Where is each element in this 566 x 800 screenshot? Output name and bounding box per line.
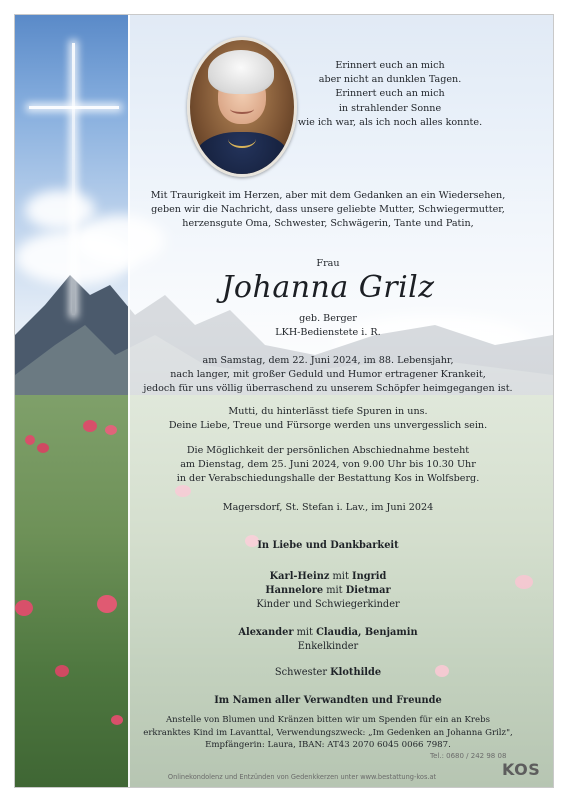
funeral-home-logo: KOS bbox=[502, 760, 541, 779]
connector: mit bbox=[326, 585, 343, 597]
death-line: jedoch für uns völlig überraschend zu unserem Schöpfer heimgegangen ist. bbox=[143, 383, 513, 395]
salutation: Frau bbox=[316, 258, 340, 269]
farewell-line: in der Verabschiedungshalle der Bestattung Kos in Wolfsberg. bbox=[176, 473, 480, 485]
death-line: nach langer, mit großer Geduld und Humor ertragener Krankeit, bbox=[170, 369, 486, 381]
child-pair bbox=[138, 570, 518, 584]
children-role: Kinder und Schwiegerkinder bbox=[256, 599, 400, 611]
grandchild-name: Claudia, Benjamin bbox=[316, 627, 418, 638]
child-name: Karl-Heinz bbox=[269, 571, 330, 582]
flower bbox=[105, 425, 117, 435]
deceased-name: Johanna Grilz bbox=[221, 270, 435, 305]
donation-line: erkranktes Kind im Lavanttal, Verwendungszweck: „Im Gedenken an Johanna Grilz", bbox=[143, 727, 513, 738]
cross-icon bbox=[72, 43, 75, 315]
children-block bbox=[138, 570, 518, 613]
poem-line: in strahlender Sonne bbox=[338, 102, 442, 114]
spouse-name: Ingrid bbox=[352, 571, 387, 582]
intro-line: herzensgute Oma, Schwester, Schwägerin, Tante und Patin, bbox=[182, 218, 474, 230]
intro-line: geben wir die Nachricht, dass unsere geliebte Mutter, Schwiegermutter, bbox=[151, 204, 505, 216]
flower bbox=[111, 715, 123, 725]
child-name: Hannelore bbox=[265, 585, 324, 597]
donation-line: Anstelle von Blumen und Kränzen bitten wir um Spenden für ein an Krebs bbox=[165, 715, 491, 725]
flower bbox=[97, 595, 117, 613]
poem bbox=[280, 59, 500, 130]
donation-line: Empfängerin: Laura, IBAN: AT43 2070 6045 0066 7987. bbox=[205, 740, 451, 751]
sister-name: Klothilde bbox=[330, 667, 382, 678]
farewell-line: am Dienstag, dem 25. Juni 2024, von 9.00 Uhr bis 10.30 Uhr bbox=[180, 459, 476, 471]
occupation: LKH-Bedienstete i. R. bbox=[275, 327, 381, 339]
flower bbox=[15, 600, 33, 616]
cross-icon-bar bbox=[29, 106, 119, 109]
portrait-hair bbox=[208, 50, 274, 94]
grandchildren-block bbox=[138, 626, 518, 654]
sister-block bbox=[138, 666, 518, 680]
death-notice bbox=[138, 354, 518, 397]
spouse-name: Dietmar bbox=[345, 585, 391, 597]
poem-line: wie ich war, als ich noch alles konnte. bbox=[297, 116, 483, 128]
flower bbox=[55, 665, 69, 677]
poem-line: Erinnert euch an mich bbox=[335, 88, 445, 100]
intro-line: Mit Traurigkeit im Herzen, aber mit dem Gedanken an ein Wiedersehen, bbox=[150, 190, 506, 201]
mutti-line: Mutti, du hinterlässt tiefe Spuren in uns. bbox=[228, 406, 428, 417]
portrait-necklace bbox=[228, 130, 256, 148]
farewell-info bbox=[138, 444, 518, 487]
deceased-details bbox=[138, 312, 518, 340]
portrait-smile bbox=[230, 104, 254, 114]
flower bbox=[83, 420, 97, 432]
connector: mit bbox=[332, 571, 349, 582]
online-condolence-link[interactable]: Onlinekondolenz und Entzünden von Gedenkkerzen unter www.bestattung-kos.at bbox=[167, 773, 437, 781]
flower bbox=[25, 435, 35, 445]
place-date: Magersdorf, St. Stefan i. Lav., im Juni 2024 bbox=[222, 502, 434, 513]
donation-note bbox=[138, 714, 518, 752]
intro-text bbox=[138, 189, 518, 232]
poem-line: aber nicht an dunklen Tagen. bbox=[318, 74, 462, 86]
birth-name: geb. Berger bbox=[299, 313, 357, 324]
child-pair bbox=[138, 584, 518, 598]
all-relatives-line: Im Namen aller Verwandten und Freunde bbox=[214, 695, 442, 706]
strip-divider bbox=[128, 15, 130, 787]
love-line: In Liebe und Dankbarkeit bbox=[257, 540, 399, 551]
grandchildren-names bbox=[138, 626, 518, 640]
flower bbox=[37, 443, 49, 453]
connector: mit bbox=[296, 627, 313, 638]
death-line: am Samstag, dem 22. Juni 2024, im 88. Lebensjahr, bbox=[202, 355, 454, 366]
mutti-text bbox=[138, 405, 518, 433]
farewell-line: Die Möglichkeit der persönlichen Abschiednahme besteht bbox=[186, 445, 470, 456]
sister-label: Schwester bbox=[274, 667, 328, 678]
funeral-home-phone: Tel.: 0680 / 242 98 08 bbox=[430, 752, 507, 760]
poem-line: Erinnert euch an mich bbox=[335, 60, 445, 71]
grandchild-name: Alexander bbox=[238, 627, 294, 638]
mutti-line: Deine Liebe, Treue und Fürsorge werden uns unvergesslich sein. bbox=[168, 420, 488, 432]
grandchildren-role: Enkelkinder bbox=[297, 641, 359, 653]
